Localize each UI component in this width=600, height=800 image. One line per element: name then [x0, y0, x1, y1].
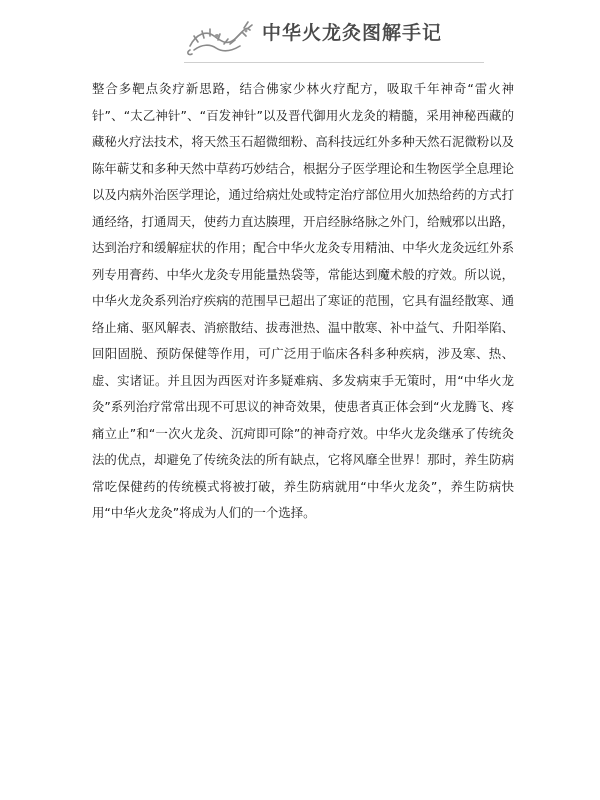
header-divider [184, 62, 484, 63]
page-title: 中华火龙灸图解手记 [262, 22, 443, 44]
page-header [0, 0, 600, 72]
dragon-icon [184, 16, 254, 60]
article-body: 整合多靶点灸疗新思路，结合佛家少林火疗配方，吸取千年神奇“雷火神针”、“太乙神针”、“百发神针”以及晋代御用火龙灸的精髓，采用神秘西藏的藏秘火疗法技术，将天然玉石超微细粉、高科技远红外多种天然石泥微粉以及陈年蕲艾和多种天然中草药巧妙结合，根据分子医学理论和生物医学全息理论以及内病外治医学理论，通过给病灶处或特定治疗部位用火加热给药的方式打通经络，打通周天，使药力直达腠理，开启经脉络脉之外门，给贼邪以出路，达到治疗和缓解症状的作用；配合中华火龙灸专用精油、中华火龙灸远红外系列专用膏药、中华火龙灸专用能量热袋等，常能达到魔术般的疗效。所以说，中华火龙灸系列治疗疾病的范围早已超出了寒证的范围，它具有温经散寒、通络止痛、驱风解表、消瘀散结、拔毒泄热、温中散寒、补中益气、升阳举陷、回阳固脱、预防保健等作用，可广泛用于临床各科多种疾病，涉及寒、热、虚、实诸证。并且因为西医对许多疑难病、多发病束手无策时，用“中华火龙灸”系列治疗常常出现不可思议的神奇效果，使患者真正体会到“火龙腾飞、疼痛立止”和“一次火龙灸、沉疴即可除”的神奇疗效。中华火龙灸继承了传统灸法的优点，却避免了传统灸法的所有缺点，它将风靡全世界！那时，养生防病常吃保健药的传统模式将被打破，养生防病就用“中华火龙灸”，养生防病快用“中华火龙灸”将成为人们的一个选择。 [92, 81, 514, 520]
